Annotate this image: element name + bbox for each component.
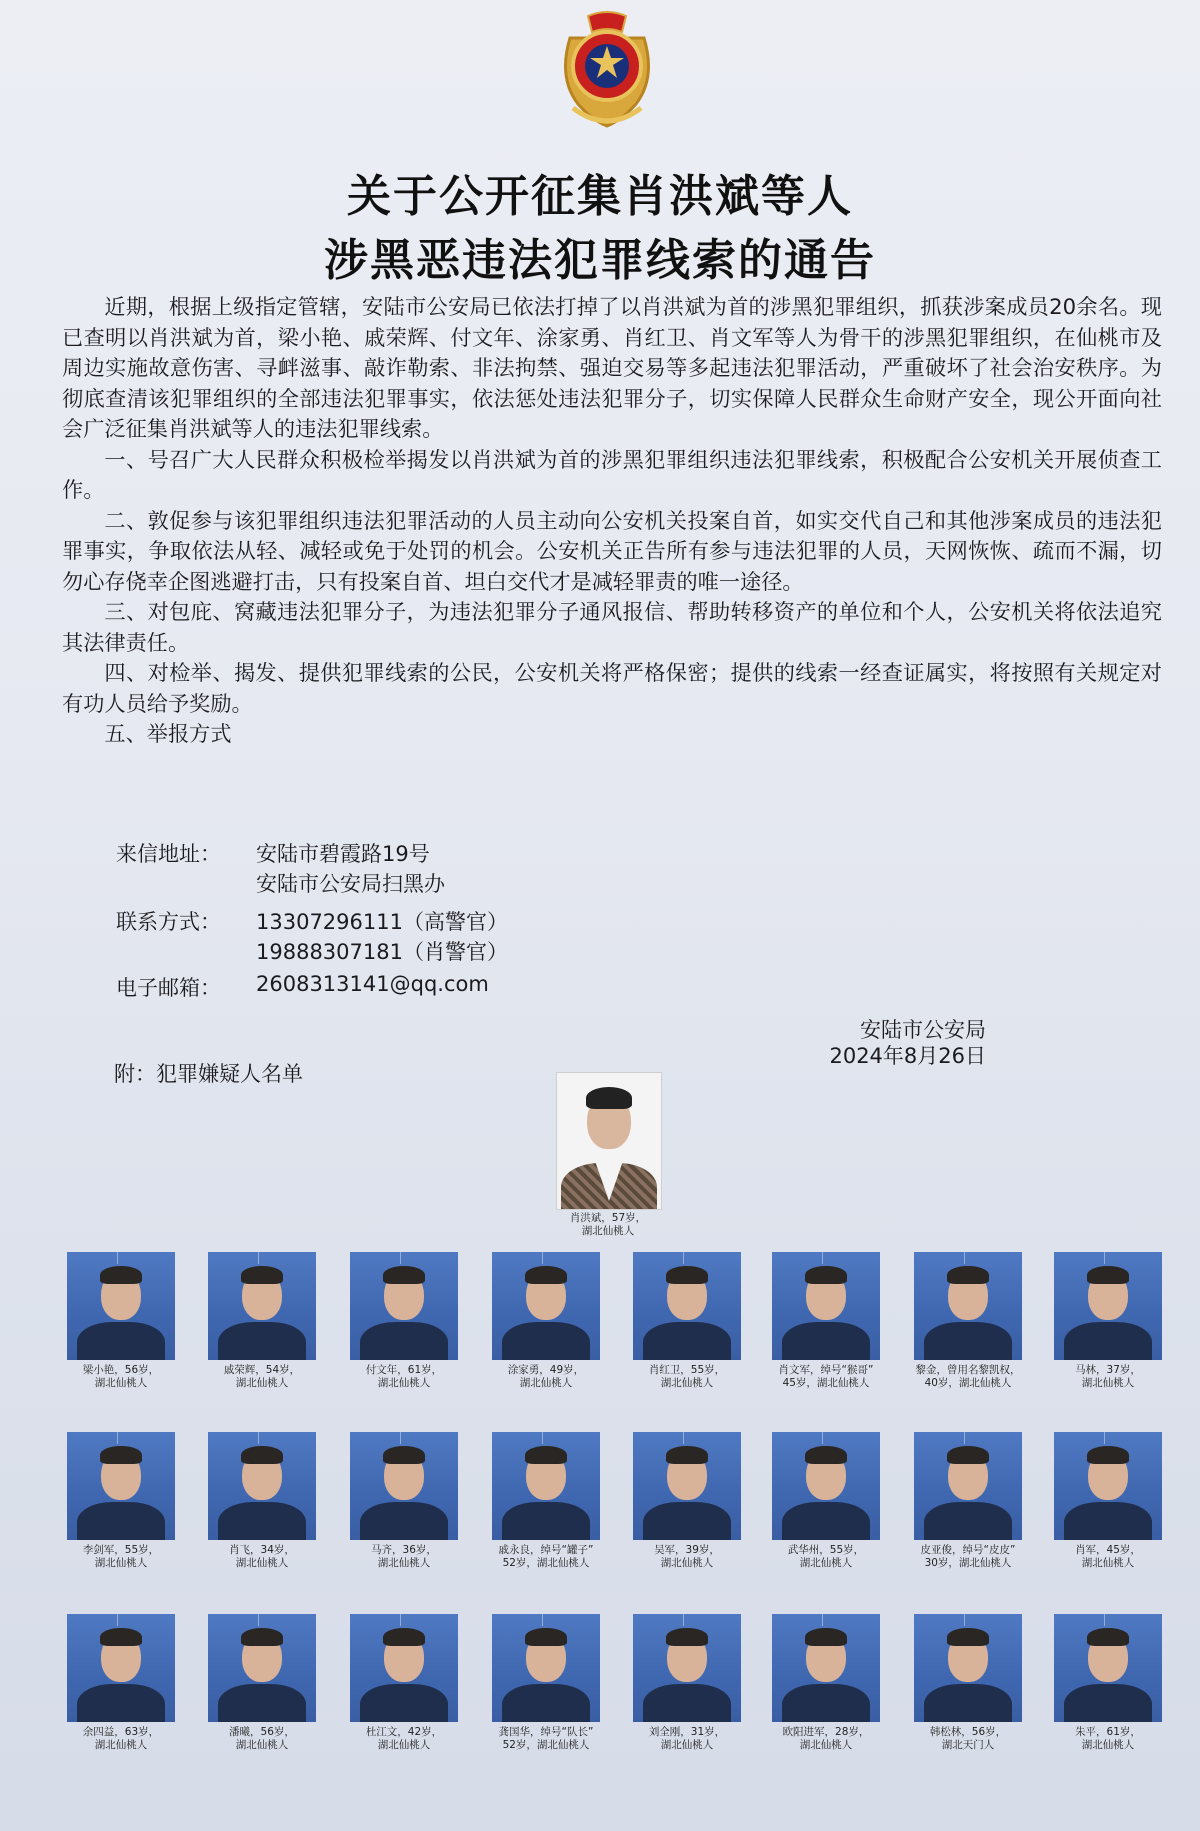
suspect-origin: 湖北仙桃人 (1081, 1557, 1135, 1569)
suspect-origin: 湖北仙桃人 (1081, 1377, 1135, 1389)
suspect-caption (195, 1726, 329, 1752)
suspect-origin: 湖北仙桃人 (799, 1739, 853, 1751)
police-emblem-icon (548, 8, 666, 136)
suspect-photo (772, 1252, 880, 1360)
suspect-caption (337, 1364, 471, 1390)
suspect-name-age: 皮亚俊，绰号“皮皮” (920, 1544, 1016, 1556)
main-suspect-name-age: 肖洪斌，57岁， (569, 1212, 647, 1224)
notice-body (62, 292, 1162, 750)
suspect-photo (208, 1432, 316, 1540)
suspect-photo (1054, 1432, 1162, 1540)
suspect-origin: 湖北仙桃人 (94, 1377, 148, 1389)
suspect-caption (901, 1544, 1035, 1570)
suspect-origin: 湖北仙桃人 (799, 1557, 853, 1569)
suspect-name-age: 戚荣辉，54岁， (223, 1364, 301, 1376)
suspect-photo (914, 1252, 1022, 1360)
suspect-photo (350, 1614, 458, 1722)
suspect-photo (914, 1432, 1022, 1540)
suspect-origin: 湖北仙桃人 (377, 1739, 431, 1751)
suspect-name-age: 马齐，36岁， (371, 1544, 437, 1556)
suspect-name-age: 欧阳进军，28岁， (782, 1726, 870, 1738)
suspect-caption (54, 1364, 188, 1390)
suspect-photo (1054, 1252, 1162, 1360)
clause-4: 四、对检举、揭发、提供犯罪线索的公民，公安机关将严格保密；提供的线索一经查证属实，将按照有关规定对有功人员给予奖励。 (62, 660, 1162, 716)
main-suspect-origin: 湖北仙桃人 (581, 1225, 635, 1237)
suspect-caption (759, 1726, 893, 1752)
suspect-name-age: 肖红卫，55岁， (648, 1364, 726, 1376)
suspect-caption (479, 1726, 613, 1752)
suspect-name-age: 梁小艳，56岁， (82, 1364, 160, 1376)
suspect-photo (67, 1614, 175, 1722)
suspect-origin: 52岁，湖北仙桃人 (502, 1739, 590, 1751)
suspect-caption (759, 1544, 893, 1570)
clause-5: 五、举报方式 (104, 721, 232, 746)
suspect-caption (620, 1364, 754, 1390)
phone-line1: 13307296111（高警官） (256, 910, 508, 934)
suspect-origin: 湖北仙桃人 (377, 1377, 431, 1389)
notice-title-line1: 关于公开征集肖洪斌等人 (347, 171, 853, 222)
suspect-name-age: 肖文军，绰号“猴哥” (778, 1364, 874, 1376)
suspect-caption (337, 1726, 471, 1752)
suspect-origin: 湖北仙桃人 (94, 1557, 148, 1569)
suspect-caption (620, 1544, 754, 1570)
address-line2: 安陆市公安局扫黑办 (256, 872, 445, 896)
suspect-caption (54, 1726, 188, 1752)
suspect-photo (492, 1252, 600, 1360)
suspect-name-age: 涂家勇，49岁， (507, 1364, 585, 1376)
suspect-name-age: 余四益，63岁， (82, 1726, 160, 1738)
suspect-origin: 52岁，湖北仙桃人 (502, 1557, 590, 1569)
suspect-caption (620, 1726, 754, 1752)
suspect-caption (759, 1364, 893, 1390)
suspect-photo (67, 1252, 175, 1360)
clause-1: 一、号召广大人民群众积极检举揭发以肖洪斌为首的涉黑犯罪组织违法犯罪线索，积极配合公安机关开展侦查工作。 (62, 446, 1162, 502)
suspect-photo (492, 1432, 600, 1540)
suspect-photo (772, 1614, 880, 1722)
suspect-caption (479, 1364, 613, 1390)
suspect-photo (208, 1252, 316, 1360)
suspect-name-age: 肖军，45岁， (1075, 1544, 1141, 1556)
suspect-name-age: 肖飞，34岁， (229, 1544, 295, 1556)
suspect-photo (914, 1614, 1022, 1722)
email-label: 电子邮箱： (116, 976, 221, 1000)
phone-label: 联系方式： (116, 910, 221, 934)
suspect-photo (633, 1252, 741, 1360)
suspect-origin: 湖北仙桃人 (235, 1557, 289, 1569)
suspect-photo (350, 1432, 458, 1540)
address-line1: 安陆市碧霞路19号 (256, 842, 430, 866)
suspect-caption (195, 1544, 329, 1570)
suspect-origin: 湖北仙桃人 (1081, 1739, 1135, 1751)
suspect-origin: 30岁，湖北仙桃人 (924, 1557, 1012, 1569)
suspect-photo (1054, 1614, 1162, 1722)
notice-title-line2: 涉黑恶违法犯罪线索的通告 (324, 235, 876, 286)
suspect-origin: 湖北仙桃人 (660, 1377, 714, 1389)
suspect-origin: 湖北仙桃人 (94, 1739, 148, 1751)
suspect-name-age: 吴军，39岁， (654, 1544, 720, 1556)
suspect-origin: 湖北仙桃人 (519, 1377, 573, 1389)
suspect-photo (772, 1432, 880, 1540)
intro-paragraph: 近期，根据上级指定管辖，安陆市公安局已依法打掉了以肖洪斌为首的涉黑犯罪组织，抓获涉案成员20余名。现已查明以肖洪斌为首，梁小艳、戚荣辉、付文年、涂家勇、肖红卫、肖文军等人为骨干的涉黑犯罪组织，在仙桃市及周边实施故意伤害、寻衅滋事、敲诈勒索、非法拘禁、强迫交易等多起违法犯罪活动，严重破坏了社会治安秩序。为彻底查清该犯罪组织的全部违法犯罪事实，依法惩处违法犯罪分子，切实保障人民群众生命财产安全，现公开面向社会广泛征集肖洪斌等人的违法犯罪线索。 (62, 294, 1162, 441)
suspect-caption (54, 1544, 188, 1570)
suspect-name-age: 韩松林，56岁， (929, 1726, 1007, 1738)
suspect-origin: 湖北仙桃人 (235, 1739, 289, 1751)
address-label: 来信地址： (116, 842, 221, 866)
suspect-photo (633, 1614, 741, 1722)
suspect-photo (208, 1614, 316, 1722)
suspect-caption (901, 1364, 1035, 1390)
suspect-origin: 湖北仙桃人 (660, 1557, 714, 1569)
suspect-name-age: 武华州，55岁， (787, 1544, 865, 1556)
suspect-origin: 湖北天门人 (941, 1739, 995, 1751)
suspect-caption (479, 1544, 613, 1570)
suspect-photo (67, 1432, 175, 1540)
suspect-origin: 45岁，湖北仙桃人 (782, 1377, 870, 1389)
suspect-caption (901, 1726, 1035, 1752)
clause-2: 二、敦促参与该犯罪组织违法犯罪活动的人员主动向公安机关投案自首，如实交代自己和其他涉案成员的违法犯罪事实，争取依法从轻、减轻或免于处罚的机会。公安机关正告所有参与违法犯罪的人员，天网恢恢、疏而不漏，切勿心存侥幸企图逃避打击，只有投案自首、坦白交代才是减轻罪责的唯一途径。 (62, 507, 1162, 594)
suspect-caption (1041, 1544, 1175, 1570)
suspect-photo (633, 1432, 741, 1540)
issuer-name: 安陆市公安局 (860, 1018, 986, 1042)
main-suspect-caption (541, 1212, 675, 1238)
email-address: 2608313141@qq.com (256, 972, 489, 996)
suspect-name-age: 付文年，61岁， (365, 1364, 443, 1376)
suspect-photo (492, 1614, 600, 1722)
main-suspect-photo (556, 1072, 662, 1210)
suspect-origin: 湖北仙桃人 (660, 1739, 714, 1751)
suspect-name-age: 马林，37岁， (1075, 1364, 1141, 1376)
suspect-photo (350, 1252, 458, 1360)
suspect-name-age: 戚永良，绰号“罐子” (498, 1544, 594, 1556)
clause-3: 三、对包庇、窝藏违法犯罪分子，为违法犯罪分子通风报信、帮助转移资产的单位和个人，公安机关将依法追究其法律责任。 (62, 599, 1162, 655)
suspect-caption (337, 1544, 471, 1570)
suspect-name-age: 朱平，61岁， (1075, 1726, 1141, 1738)
suspect-caption (1041, 1726, 1175, 1752)
suspect-origin: 湖北仙桃人 (235, 1377, 289, 1389)
suspect-name-age: 潘曦，56岁， (229, 1726, 295, 1738)
suspect-caption (195, 1364, 329, 1390)
suspect-name-age: 杜江文，42岁， (365, 1726, 443, 1738)
suspect-origin: 湖北仙桃人 (377, 1557, 431, 1569)
attachment-label: 附：犯罪嫌疑人名单 (114, 1062, 303, 1086)
issue-date: 2024年8月26日 (829, 1044, 986, 1068)
suspect-name-age: 黎金，曾用名黎凯权， (915, 1364, 1021, 1376)
suspect-caption (1041, 1364, 1175, 1390)
suspect-name-age: 龚国华，绰号“队长” (498, 1726, 594, 1738)
suspect-name-age: 刘全刚，31岁， (648, 1726, 726, 1738)
phone-line2: 19888307181（肖警官） (256, 940, 508, 964)
suspect-name-age: 李剑军，55岁， (82, 1544, 160, 1556)
suspect-origin: 40岁，湖北仙桃人 (924, 1377, 1012, 1389)
